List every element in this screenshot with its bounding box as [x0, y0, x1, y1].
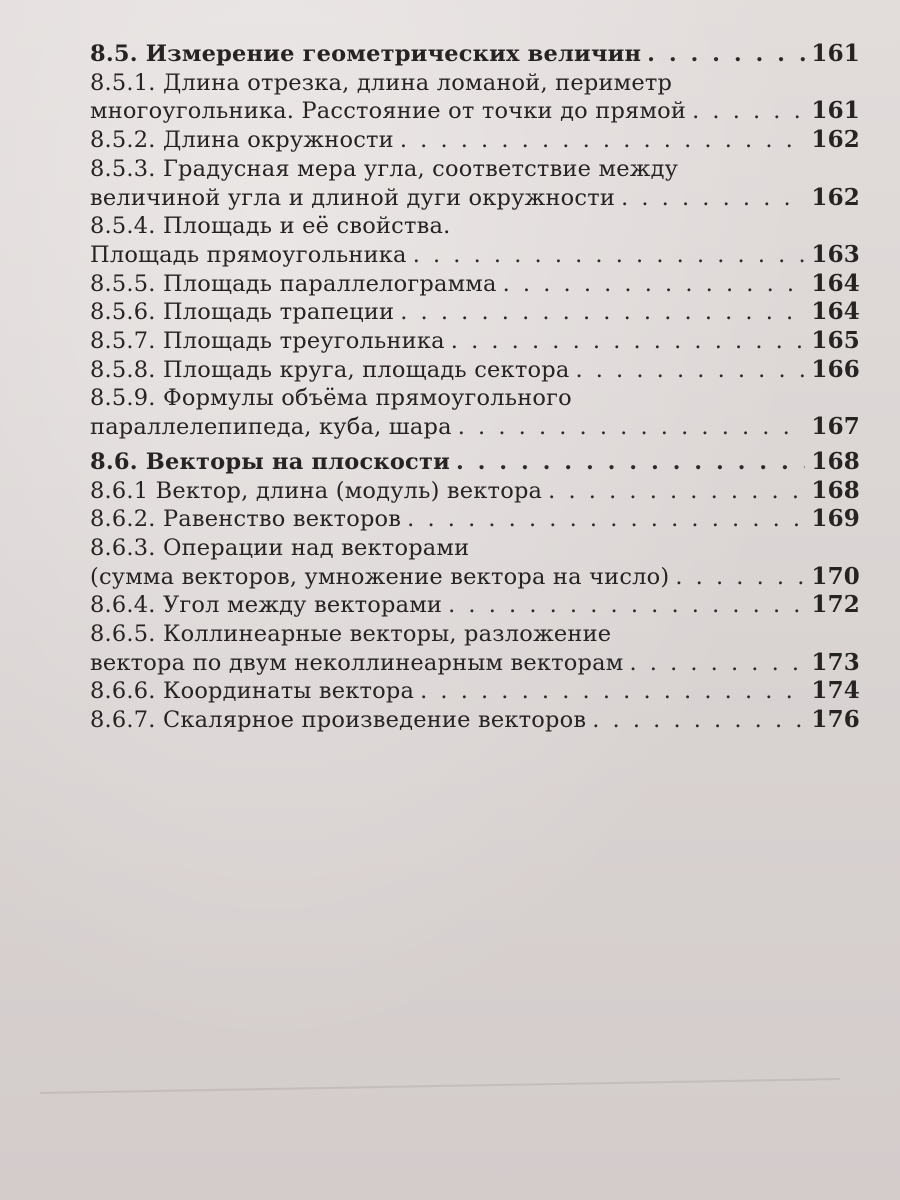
- toc-page-number: 170: [811, 562, 860, 590]
- toc-line: [90, 356, 860, 385]
- toc-entry[interactable]: [90, 69, 860, 126]
- dot-leader: [548, 477, 805, 506]
- toc-page-number: 162: [811, 126, 860, 154]
- toc-line: [90, 241, 860, 270]
- toc-page-number: 172: [811, 591, 860, 619]
- toc-line: [90, 505, 860, 534]
- toc-page-number: 168: [811, 476, 860, 504]
- toc-entry[interactable]: [90, 126, 860, 155]
- dot-leader: [503, 270, 806, 299]
- toc-entry[interactable]: [90, 620, 860, 677]
- dot-leader: [575, 356, 805, 385]
- toc-page-number: 162: [811, 183, 860, 211]
- toc-entry[interactable]: [90, 155, 860, 212]
- toc-entry-title: 8.5.1. Длина отрезка, длина ломаной, периметр: [90, 69, 673, 96]
- toc-page-number: 176: [811, 706, 860, 734]
- toc-entry[interactable]: [90, 356, 860, 385]
- dot-leader: [675, 563, 805, 592]
- toc-page-number: 168: [811, 447, 860, 475]
- toc-line: [90, 126, 860, 155]
- toc-entry-title: 8.6. Векторы на плоскости: [90, 448, 450, 475]
- toc-entry-title: 8.5.2. Длина окружности: [90, 127, 394, 154]
- toc-page-number: 164: [811, 269, 860, 297]
- toc-line: [90, 40, 860, 69]
- toc-line: [90, 591, 860, 620]
- toc-line: [90, 184, 860, 213]
- toc-line: [90, 97, 860, 126]
- toc-line: [90, 298, 860, 327]
- toc-entry-title: 8.5.5. Площадь параллелограмма: [90, 270, 497, 297]
- toc-page-number: 166: [811, 355, 860, 383]
- dot-leader: [413, 241, 806, 270]
- toc-line: [90, 477, 860, 506]
- toc-page-number: 173: [811, 648, 860, 676]
- toc-line: [90, 534, 860, 563]
- dot-leader: [456, 448, 805, 477]
- toc-line: [90, 706, 860, 735]
- toc-page-number: 163: [811, 240, 860, 268]
- toc-entry-title: вектора по двум неколлинеарным векторам: [90, 649, 624, 676]
- toc-line: [90, 649, 860, 678]
- toc-page-number: 174: [811, 677, 860, 705]
- dot-leader: [458, 413, 806, 442]
- toc-line: [90, 563, 860, 592]
- toc-entry-title: 8.5.4. Площадь и её свойства.: [90, 213, 451, 240]
- toc-line: [90, 327, 860, 356]
- toc-entry[interactable]: [90, 298, 860, 327]
- toc-line: [90, 69, 860, 98]
- toc-line: [90, 212, 860, 241]
- toc-line: [90, 448, 860, 477]
- table-of-contents: [90, 40, 860, 735]
- toc-page-number: 167: [811, 413, 860, 441]
- toc-entry-title: 8.5.7. Площадь треугольника: [90, 328, 445, 355]
- toc-entry-title: многоугольника. Расстояние от точки до прямой: [90, 98, 687, 125]
- toc-line: [90, 413, 860, 442]
- toc-entry-title: 8.5.6. Площадь трапеции: [90, 299, 395, 326]
- dot-leader: [448, 591, 805, 620]
- toc-entry-title: (сумма векторов, умножение вектора на число): [90, 563, 670, 590]
- toc-entry-title: величиной угла и длиной дуги окружности: [90, 184, 616, 211]
- toc-entry[interactable]: [90, 534, 860, 591]
- toc-line: [90, 677, 860, 706]
- dot-leader: [451, 327, 806, 356]
- toc-entry[interactable]: [90, 327, 860, 356]
- dot-leader: [400, 126, 806, 155]
- toc-entry-title: 8.6.6. Координаты вектора: [90, 678, 415, 705]
- page-crease: [40, 1078, 840, 1094]
- toc-entry[interactable]: [90, 677, 860, 706]
- dot-leader: [400, 298, 805, 327]
- toc-page-number: 169: [811, 505, 860, 533]
- toc-line: [90, 384, 860, 413]
- toc-entry[interactable]: [90, 212, 860, 269]
- toc-entry-title: 8.5.9. Формулы объёма прямоугольного: [90, 385, 572, 412]
- toc-entry-title: 8.6.2. Равенство векторов: [90, 506, 402, 533]
- dot-leader: [629, 649, 805, 678]
- toc-entry[interactable]: [90, 477, 860, 506]
- dot-leader: [420, 677, 805, 706]
- toc-entry-title: 8.6.5. Коллинеарные векторы, разложение: [90, 621, 612, 648]
- toc-section-entry[interactable]: [90, 448, 860, 477]
- toc-page-number: 165: [811, 327, 860, 355]
- toc-section-entry[interactable]: [90, 40, 860, 69]
- dot-leader: [407, 505, 805, 534]
- dot-leader: [621, 184, 805, 213]
- toc-entry-title: 8.6.4. Угол между векторами: [90, 592, 443, 619]
- toc-line: [90, 155, 860, 184]
- toc-entry-title: 8.5.3. Градусная мера угла, соответствие между: [90, 155, 679, 182]
- toc-entry-title: 8.6.1 Вектор, длина (модуль) вектора: [90, 477, 543, 504]
- toc-entry-title: 8.6.3. Операции над векторами: [90, 534, 470, 561]
- toc-entry[interactable]: [90, 270, 860, 299]
- toc-entry-title: 8.6.7. Скалярное произведение векторов: [90, 707, 587, 734]
- toc-page-number: 161: [811, 40, 860, 67]
- toc-entry[interactable]: [90, 384, 860, 441]
- toc-entry[interactable]: [90, 505, 860, 534]
- toc-page-number: 164: [811, 298, 860, 326]
- dot-leader: [692, 97, 805, 126]
- toc-entry-title: параллелепипеда, куба, шара: [90, 414, 452, 441]
- toc-page-number: 161: [811, 97, 860, 125]
- show-through-background: [80, 700, 900, 1030]
- toc-entry-title: Площадь прямоугольника: [90, 241, 407, 268]
- dot-leader: [647, 40, 805, 69]
- toc-entry[interactable]: [90, 591, 860, 620]
- toc-line: [90, 270, 860, 299]
- toc-entry-title: 8.5. Измерение геометрических величин: [90, 41, 642, 67]
- dot-leader: [592, 706, 805, 735]
- toc-line: [90, 620, 860, 649]
- toc-entry-title: 8.5.8. Площадь круга, площадь сектора: [90, 356, 570, 383]
- toc-entry[interactable]: [90, 706, 860, 735]
